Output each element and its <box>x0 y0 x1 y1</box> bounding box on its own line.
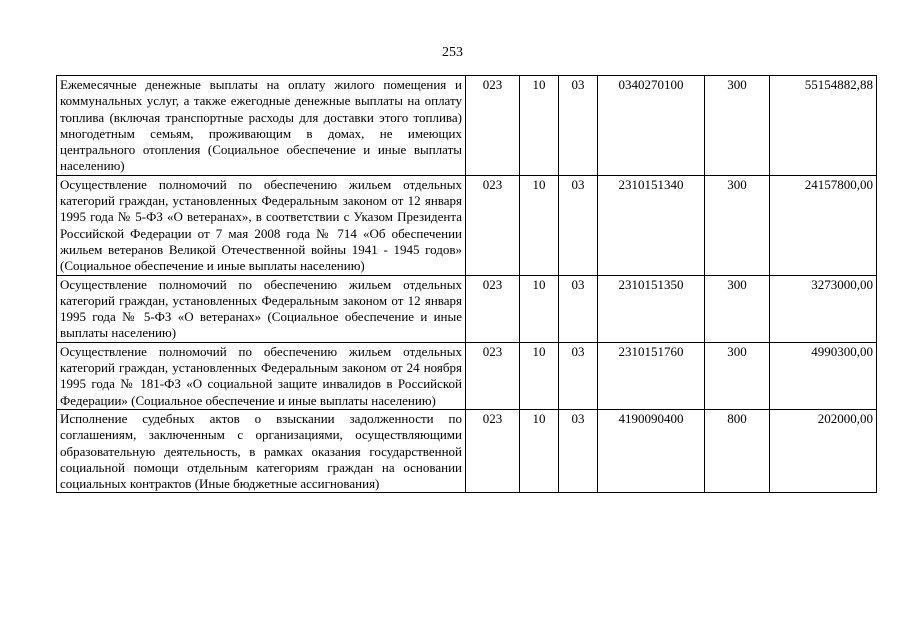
row-description: Исполнение судебных актов о взыскании задолженности по соглашениям, заключенным с организациями, осуществляющими образовательную деятельность, в рамках оказания государственной социальной помощи отдельным категориям граждан на основании социальных контрактов (Иные бюджетные ассигнования) <box>57 409 466 492</box>
table-row <box>57 409 877 492</box>
expense-type-code: 800 <box>705 409 770 492</box>
section-code: 10 <box>520 76 559 176</box>
amount: 3273000,00 <box>770 275 877 342</box>
ministry-code: 023 <box>466 76 520 176</box>
subsection-code: 03 <box>559 275 598 342</box>
expense-type-code: 300 <box>705 175 770 275</box>
subsection-code: 03 <box>559 342 598 409</box>
target-article-code: 4190090400 <box>598 409 705 492</box>
ministry-code: 023 <box>466 342 520 409</box>
section-code: 10 <box>520 342 559 409</box>
budget-table-body <box>57 76 877 493</box>
subsection-code: 03 <box>559 175 598 275</box>
target-article-code: 2310151350 <box>598 275 705 342</box>
table-row <box>57 76 877 176</box>
row-description: Ежемесячные денежные выплаты на оплату жилого помещения и коммунальных услуг, а также ежегодные денежные выплаты на оплату топлива (включая транспортные расходы для доставки этого топлива) многодетным семьям, проживающим в домах, не имеющих центрального отопления (Социальное обеспечение и иные выплаты населению) <box>57 76 466 176</box>
target-article-code: 2310151760 <box>598 342 705 409</box>
row-description: Осуществление полномочий по обеспечению жильем отдельных категорий граждан, установленных Федеральным законом от 24 ноября 1995 года № 181-ФЗ «О социальной защите инвалидов в Российской Федерации» (Социальное обеспечение и иные выплаты населению) <box>57 342 466 409</box>
section-code: 10 <box>520 275 559 342</box>
ministry-code: 023 <box>466 175 520 275</box>
ministry-code: 023 <box>466 409 520 492</box>
row-description: Осуществление полномочий по обеспечению жильем отдельных категорий граждан, установленных Федеральным законом от 12 января 1995 года № 5-ФЗ «О ветеранах», в соответствии с Указом Президента Российской Федерации от 7 мая 2008 года № 714 «Об обеспечении жильем ветеранов Великой Отечественной войны 1941 - 1945 годов» (Социальное обеспечение и иные выплаты населению) <box>57 175 466 275</box>
ministry-code: 023 <box>466 275 520 342</box>
table-row <box>57 275 877 342</box>
amount: 4990300,00 <box>770 342 877 409</box>
target-article-code: 2310151340 <box>598 175 705 275</box>
expense-type-code: 300 <box>705 275 770 342</box>
row-description: Осуществление полномочий по обеспечению жильем отдельных категорий граждан, установленных Федеральным законом от 12 января 1995 года № 5-ФЗ «О ветеранах» (Социальное обеспечение и иные выплаты населению) <box>57 275 466 342</box>
section-code: 10 <box>520 175 559 275</box>
amount: 55154882,88 <box>770 76 877 176</box>
subsection-code: 03 <box>559 76 598 176</box>
table-row <box>57 175 877 275</box>
expense-type-code: 300 <box>705 342 770 409</box>
budget-table <box>56 75 877 493</box>
section-code: 10 <box>520 409 559 492</box>
amount: 24157800,00 <box>770 175 877 275</box>
expense-type-code: 300 <box>705 76 770 176</box>
target-article-code: 0340270100 <box>598 76 705 176</box>
table-row <box>57 342 877 409</box>
subsection-code: 03 <box>559 409 598 492</box>
page-number: 253 <box>442 45 463 60</box>
amount: 202000,00 <box>770 409 877 492</box>
